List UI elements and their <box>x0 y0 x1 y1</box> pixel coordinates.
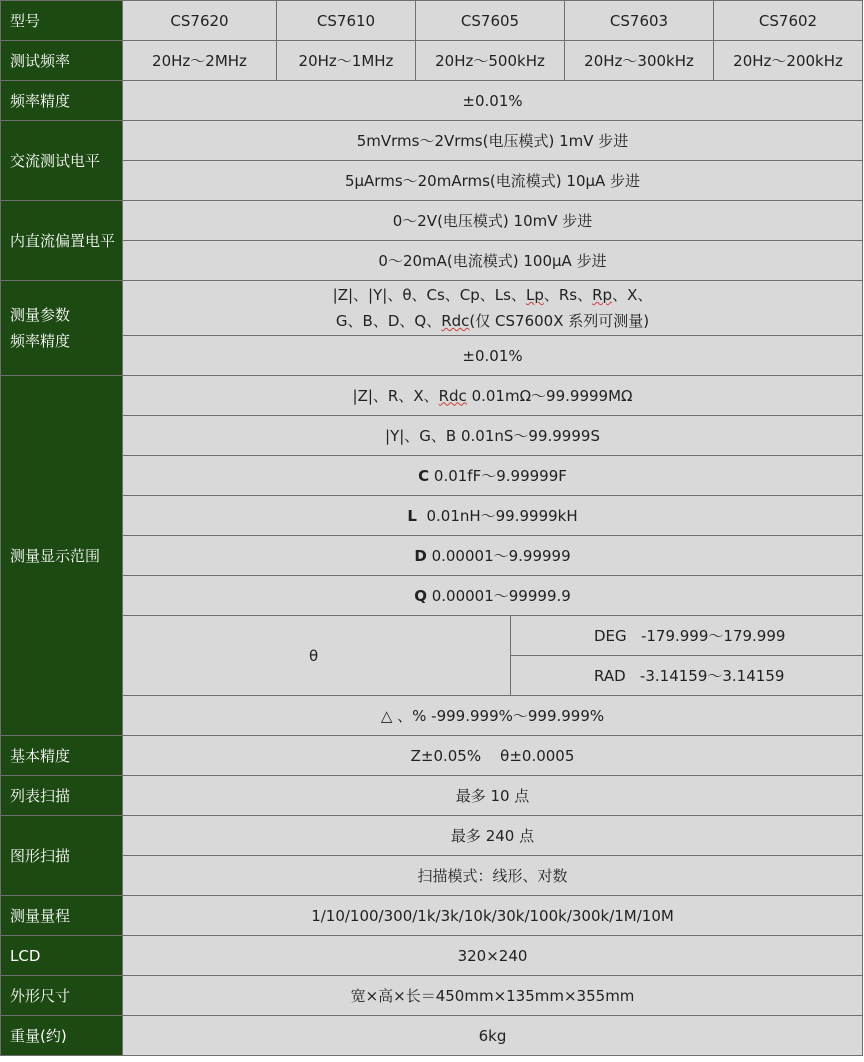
row-model <box>1 1 863 41</box>
row-freq <box>1 41 863 81</box>
row-params-2 <box>1 336 863 376</box>
dc-bias-current: 0～20mA(电流模式) 100μA 步进 <box>123 241 863 281</box>
row-display-c <box>1 456 863 496</box>
label-freq-acc: 频率精度 <box>1 81 123 121</box>
display-q-symbol: Q <box>414 586 427 605</box>
display-deg: DEG -179.999～179.999 <box>511 616 863 656</box>
label-params-line1: 测量参数 <box>10 306 71 324</box>
label-basic-acc: 基本精度 <box>1 736 123 776</box>
row-lcd <box>1 936 863 976</box>
row-display-d <box>1 536 863 576</box>
label-dc-bias: 内直流偏置电平 <box>1 201 123 281</box>
params-accuracy: ±0.01% <box>123 336 863 376</box>
row-list-sweep <box>1 776 863 816</box>
ac-level-current: 5μArms～20mArms(电流模式) 10μA 步进 <box>123 161 863 201</box>
row-display-theta-1 <box>1 616 863 656</box>
label-params-line2: 频率精度 <box>10 332 71 350</box>
params-list <box>123 281 863 336</box>
display-zrx <box>123 376 863 416</box>
model-cell: CS7603 <box>565 1 714 41</box>
row-ac-level-2 <box>1 161 863 201</box>
label-params <box>1 281 123 376</box>
display-theta: θ <box>123 616 511 696</box>
freq-cell: 20Hz～2MHz <box>123 41 277 81</box>
ac-level-voltage: 5mVrms～2Vrms(电压模式) 1mV 步进 <box>123 121 863 161</box>
freq-cell: 20Hz～500kHz <box>416 41 565 81</box>
row-range <box>1 896 863 936</box>
lcd-value: 320×240 <box>123 936 863 976</box>
display-ygb: |Y|、G、B 0.01nS～99.9999S <box>123 416 863 456</box>
model-cell: CS7605 <box>416 1 565 41</box>
label-display: 测量显示范围 <box>1 376 123 736</box>
row-dc-bias-2 <box>1 241 863 281</box>
range-value: 1/10/100/300/1k/3k/10k/30k/100k/300k/1M/10M <box>123 896 863 936</box>
list-sweep-value: 最多 10 点 <box>123 776 863 816</box>
params-text: 、Rs、 <box>543 286 593 304</box>
params-text: (仅 CS7600X 系列可测量) <box>469 312 650 330</box>
label-model: 型号 <box>1 1 123 41</box>
label-lcd: LCD <box>1 936 123 976</box>
display-l-symbol: L <box>407 506 417 525</box>
display-d <box>123 536 863 576</box>
row-weight <box>1 1016 863 1056</box>
label-weight: 重量(约) <box>1 1016 123 1056</box>
params-rdc: Rdc <box>441 312 470 330</box>
row-graph-sweep-1 <box>1 816 863 856</box>
params-lp: Lp <box>525 286 544 304</box>
display-d-value: 0.00001～9.99999 <box>426 546 571 565</box>
row-display-delta <box>1 696 863 736</box>
row-basic-acc <box>1 736 863 776</box>
row-dims <box>1 976 863 1016</box>
params-text: 、X、 <box>612 286 653 304</box>
row-display-zrx <box>1 376 863 416</box>
row-display-q <box>1 576 863 616</box>
model-cell: CS7602 <box>714 1 863 41</box>
label-ac-level: 交流测试电平 <box>1 121 123 201</box>
freq-cell: 20Hz～200kHz <box>714 41 863 81</box>
row-graph-sweep-2 <box>1 856 863 896</box>
display-rdc: Rdc <box>438 386 467 405</box>
label-graph-sweep: 图形扫描 <box>1 816 123 896</box>
model-cell: CS7610 <box>277 1 416 41</box>
model-cell: CS7620 <box>123 1 277 41</box>
display-c-symbol: C <box>418 466 430 485</box>
label-list-sweep: 列表扫描 <box>1 776 123 816</box>
display-d-symbol: D <box>414 546 427 565</box>
display-text: |Z|、R、X、 <box>352 386 439 405</box>
label-freq: 测试频率 <box>1 41 123 81</box>
row-dc-bias-1 <box>1 201 863 241</box>
display-delta: △ 、% -999.999%～999.999% <box>123 696 863 736</box>
params-text: |Z|、|Y|、θ、Cs、Cp、Ls、 <box>332 286 526 304</box>
params-rp: Rp <box>592 286 613 304</box>
label-dims: 外形尺寸 <box>1 976 123 1016</box>
display-c-value: 0.01fF～9.99999F <box>429 466 567 485</box>
basic-acc-value: Z±0.05% θ±0.0005 <box>123 736 863 776</box>
display-rad: RAD -3.14159～3.14159 <box>511 656 863 696</box>
dc-bias-voltage: 0～2V(电压模式) 10mV 步进 <box>123 201 863 241</box>
freq-cell: 20Hz～300kHz <box>565 41 714 81</box>
graph-sweep-points: 最多 240 点 <box>123 816 863 856</box>
row-freq-acc <box>1 81 863 121</box>
row-ac-level-1 <box>1 121 863 161</box>
row-params-1 <box>1 281 863 336</box>
display-c <box>123 456 863 496</box>
freq-cell: 20Hz～1MHz <box>277 41 416 81</box>
graph-sweep-mode: 扫描模式：线形、对数 <box>123 856 863 896</box>
row-display-l <box>1 496 863 536</box>
display-q-value: 0.00001～99999.9 <box>426 586 571 605</box>
display-l-value: 0.01nH～99.9999kH <box>416 506 578 525</box>
row-display-ygb <box>1 416 863 456</box>
dims-value: 宽×高×长＝450mm×135mm×355mm <box>123 976 863 1016</box>
freq-acc-value: ±0.01% <box>123 81 863 121</box>
label-range: 测量量程 <box>1 896 123 936</box>
weight-value: 6kg <box>123 1016 863 1056</box>
display-l <box>123 496 863 536</box>
display-q <box>123 576 863 616</box>
display-text: 0.01mΩ～99.9999MΩ <box>466 386 633 405</box>
params-text: G、B、D、Q、 <box>335 312 442 330</box>
